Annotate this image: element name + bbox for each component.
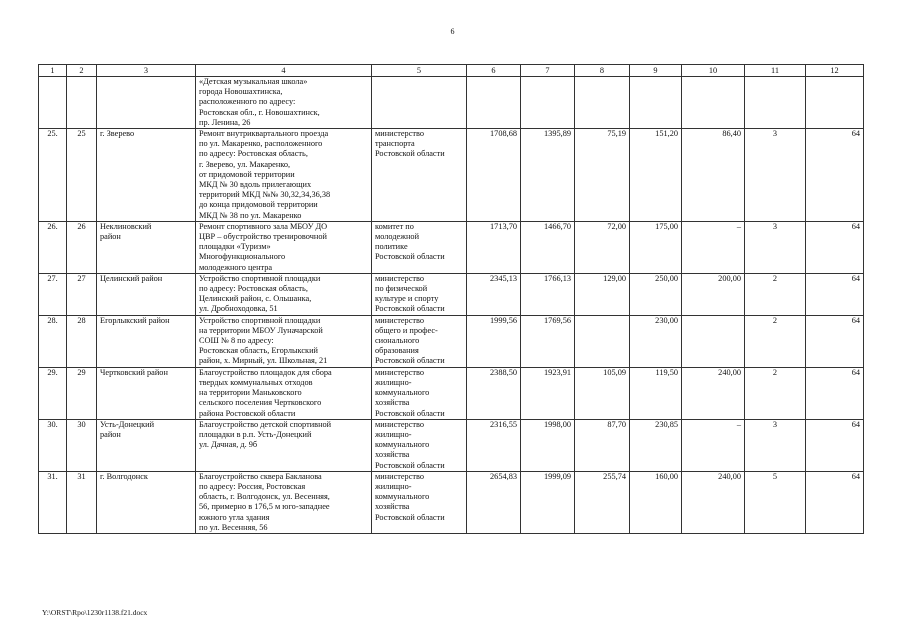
row-index-cell	[39, 77, 67, 129]
project-description-line: ул. Дробноходовка, 51	[199, 304, 278, 314]
row-number-cell: 30	[67, 419, 97, 471]
project-description-line: область, г. Волгодонск, ул. Весенняя,	[199, 492, 330, 502]
row-index-cell: 29.	[39, 367, 67, 419]
project-description-line: южного угла здания	[199, 512, 270, 522]
program-code-cell: 64	[806, 129, 864, 222]
responsible-body-line: хозяйства	[375, 398, 410, 408]
project-description-line: города Новошахтинска,	[199, 87, 283, 97]
row-index-cell: 26.	[39, 221, 67, 273]
project-description-line: площадки «Туризм»	[199, 242, 271, 252]
priority-cell: 3	[745, 221, 806, 273]
responsible-body-line: культуре и спорту	[375, 294, 439, 304]
responsible-body-line: коммунального	[375, 388, 430, 398]
row-number-cell: 28	[67, 315, 97, 367]
municipality-cell	[97, 273, 196, 315]
priority-cell: 5	[745, 471, 806, 533]
local-budget-cell	[575, 77, 630, 129]
header-col-9: 9	[630, 65, 682, 77]
responsible-body-cell	[372, 315, 467, 367]
header-col-11: 11	[745, 65, 806, 77]
extra-funds-cell	[630, 77, 682, 129]
project-description-line: по ул. Весенняя, 56	[199, 522, 268, 532]
municipality-cell	[97, 129, 196, 222]
project-description-line: сельского поселения Чертковского	[199, 398, 322, 408]
responsible-body-line: образования	[375, 346, 419, 356]
project-description-line: Ремонт внутриквартального проезда	[199, 129, 329, 139]
extra-funds-cell: 230,00	[630, 315, 682, 367]
municipality-line: район	[100, 429, 121, 439]
table-row	[39, 221, 864, 273]
responsible-body-line: министерство	[375, 315, 425, 325]
row-index-cell: 28.	[39, 315, 67, 367]
regional-budget-cell	[521, 77, 575, 129]
project-description-line: Благоустройство сквера Бакланова	[199, 471, 322, 481]
local-budget-cell: 72,00	[575, 221, 630, 273]
header-col-1: 1	[39, 65, 67, 77]
municipality-line: Егорлыкский район	[100, 315, 170, 325]
regional-budget-cell: 1466,70	[521, 221, 575, 273]
project-description-line: по адресу: Ростовская область,	[199, 284, 308, 294]
total-amount-cell: 2316,55	[467, 419, 521, 471]
table-row	[39, 273, 864, 315]
project-description-cell	[196, 419, 372, 471]
extra-funds-cell: 151,20	[630, 129, 682, 222]
municipality-cell	[97, 315, 196, 367]
local-budget-cell: 87,70	[575, 419, 630, 471]
municipality-cell	[97, 367, 196, 419]
program-code-cell: 64	[806, 273, 864, 315]
project-description-line: Ростовская обл., г. Новошахтинск,	[199, 107, 320, 117]
responsible-body-cell	[372, 419, 467, 471]
responsible-body-line: Ростовской области	[375, 252, 445, 262]
program-code-cell	[806, 77, 864, 129]
project-description-line: по адресу: Ростовская область,	[199, 149, 308, 159]
project-description-cell	[196, 315, 372, 367]
project-description-line: по ул. Макаренко, расположенного	[199, 139, 323, 149]
project-description-line: Целинский район, с. Ольшанка,	[199, 294, 312, 304]
project-description-line: пр. Ленина, 26	[199, 117, 251, 127]
project-description-line: по адресу: Россия, Ростовская	[199, 481, 306, 491]
page-number: 6	[450, 27, 455, 36]
municipality-line: Усть-Донецкий	[100, 419, 155, 429]
responsible-body-line: министерство	[375, 419, 425, 429]
project-description-line: «Детская музыкальная школа»	[199, 77, 308, 86]
regional-budget-cell: 1999,09	[521, 471, 575, 533]
other-funds-cell: –	[682, 221, 745, 273]
project-description-line: на территории МБОУ Луначарской	[199, 325, 323, 335]
regional-budget-cell: 1769,56	[521, 315, 575, 367]
responsible-body-line: хозяйства	[375, 450, 410, 460]
total-amount-cell: 2388,50	[467, 367, 521, 419]
other-funds-cell	[682, 315, 745, 367]
header-col-12: 12	[806, 65, 864, 77]
total-amount-cell: 2654,83	[467, 471, 521, 533]
total-amount-cell: 1999,56	[467, 315, 521, 367]
total-amount-cell: 2345,13	[467, 273, 521, 315]
project-description-line: район, х. Мирный, ул. Школьная, 21	[199, 356, 328, 366]
row-index-cell: 27.	[39, 273, 67, 315]
municipality-line: Неклиновский	[100, 221, 152, 231]
responsible-body-cell	[372, 129, 467, 222]
header-col-4: 4	[196, 65, 372, 77]
local-budget-cell: 255,74	[575, 471, 630, 533]
row-number-cell: 27	[67, 273, 97, 315]
priority-cell: 3	[745, 129, 806, 222]
program-table	[38, 64, 864, 534]
local-budget-cell: 129,00	[575, 273, 630, 315]
project-description-line: ЦВР – обустройство тренировочной	[199, 232, 327, 242]
responsible-body-cell	[372, 471, 467, 533]
responsible-body-line: министерство	[375, 367, 425, 377]
extra-funds-cell: 250,00	[630, 273, 682, 315]
responsible-body-cell	[372, 77, 467, 129]
project-description-cell	[196, 471, 372, 533]
footer-file-path: Y:\ORST\Rpo\1230r1138.f21.docx	[42, 608, 148, 617]
responsible-body-line: транспорта	[375, 139, 415, 149]
project-description-line: г. Зверево, ул. Макаренко,	[199, 159, 291, 169]
responsible-body-line: общего и профес-	[375, 325, 438, 335]
project-description-line: территорий МКД №№ 30,32,34,36,38	[199, 190, 331, 200]
program-code-cell: 64	[806, 367, 864, 419]
project-description-line: Благоустройство площадок для сбора	[199, 367, 332, 377]
row-number-cell: 29	[67, 367, 97, 419]
priority-cell: 2	[745, 367, 806, 419]
project-description-line: Ремонт спортивного зала МБОУ ДО	[199, 221, 328, 231]
table-row	[39, 315, 864, 367]
project-description-line: 56, примерно в 176,5 м юго-западнее	[199, 502, 330, 512]
project-description-line: МКД № 30 вдоль прилегающих	[199, 180, 312, 190]
municipality-line: г. Зверево	[100, 129, 135, 139]
other-funds-cell: 200,00	[682, 273, 745, 315]
table-header	[39, 65, 864, 77]
local-budget-cell	[575, 315, 630, 367]
project-description-cell	[196, 367, 372, 419]
responsible-body-line: комитет по	[375, 221, 414, 231]
project-description-line: площадки в р.п. Усть-Донецкий	[199, 429, 312, 439]
project-description-cell	[196, 273, 372, 315]
program-code-cell: 64	[806, 471, 864, 533]
responsible-body-line: Ростовской области	[375, 460, 445, 470]
responsible-body-cell	[372, 367, 467, 419]
responsible-body-line: по физической	[375, 284, 428, 294]
responsible-body-line: министерство	[375, 273, 425, 283]
project-description-line: расположенного по адресу:	[199, 97, 296, 107]
row-index-cell: 30.	[39, 419, 67, 471]
other-funds-cell: –	[682, 419, 745, 471]
total-amount-cell: 1713,70	[467, 221, 521, 273]
project-description-line: СОШ № 8 по адресу:	[199, 336, 274, 346]
table-row	[39, 129, 864, 222]
header-col-3: 3	[97, 65, 196, 77]
responsible-body-line: коммунального	[375, 492, 430, 502]
project-description-cell	[196, 129, 372, 222]
extra-funds-cell: 160,00	[630, 471, 682, 533]
municipality-line: г. Волгодонск	[100, 471, 148, 481]
other-funds-cell	[682, 77, 745, 129]
municipality-cell	[97, 419, 196, 471]
responsible-body-line: Ростовской области	[375, 356, 445, 366]
header-col-8: 8	[575, 65, 630, 77]
priority-cell: 2	[745, 315, 806, 367]
responsible-body-cell	[372, 273, 467, 315]
municipality-cell	[97, 221, 196, 273]
responsible-body-line: министерство	[375, 129, 425, 139]
responsible-body-line: жилищно-	[375, 429, 412, 439]
local-budget-cell: 75,19	[575, 129, 630, 222]
regional-budget-cell: 1766,13	[521, 273, 575, 315]
project-description-line: МКД № 38 по ул. Макаренко	[199, 210, 302, 220]
municipality-line: Чертковский район	[100, 367, 168, 377]
responsible-body-line: молодежной	[375, 232, 420, 242]
project-description-line: твердых коммунальных отходов	[199, 377, 313, 387]
project-description-line: до конца придомовой территории	[199, 200, 318, 210]
priority-cell	[745, 77, 806, 129]
program-code-cell: 64	[806, 221, 864, 273]
responsible-body-line: сионального	[375, 336, 420, 346]
local-budget-cell: 105,09	[575, 367, 630, 419]
header-col-2: 2	[67, 65, 97, 77]
project-description-cell	[196, 221, 372, 273]
other-funds-cell: 240,00	[682, 471, 745, 533]
project-description-line: на территории Маньковского	[199, 388, 302, 398]
responsible-body-line: хозяйства	[375, 502, 410, 512]
table-row	[39, 367, 864, 419]
project-description-line: от придомовой территории	[199, 169, 295, 179]
project-description-line: Благоустройство детской спортивной	[199, 419, 332, 429]
regional-budget-cell: 1923,91	[521, 367, 575, 419]
header-col-6: 6	[467, 65, 521, 77]
other-funds-cell: 240,00	[682, 367, 745, 419]
header-col-5: 5	[372, 65, 467, 77]
project-description-line: Устройство спортивной площадки	[199, 273, 321, 283]
municipality-cell	[97, 471, 196, 533]
project-description-line: Многофункционального	[199, 252, 286, 262]
responsible-body-line: министерство	[375, 471, 425, 481]
extra-funds-cell: 175,00	[630, 221, 682, 273]
responsible-body-line: политике	[375, 242, 408, 252]
municipality-line: район	[100, 232, 121, 242]
regional-budget-cell: 1395,89	[521, 129, 575, 222]
other-funds-cell: 86,40	[682, 129, 745, 222]
total-amount-cell	[467, 77, 521, 129]
row-number-cell: 26	[67, 221, 97, 273]
project-description-line: Устройство спортивной площадки	[199, 315, 321, 325]
row-index-cell: 31.	[39, 471, 67, 533]
program-code-cell: 64	[806, 315, 864, 367]
project-description-line: района Ростовской области	[199, 408, 296, 418]
responsible-body-line: Ростовской области	[375, 149, 445, 159]
program-code-cell: 64	[806, 419, 864, 471]
project-description-line: ул. Дачная, д. 9б	[199, 440, 258, 450]
row-index-cell: 25.	[39, 129, 67, 222]
extra-funds-cell: 230,85	[630, 419, 682, 471]
row-number-cell: 31	[67, 471, 97, 533]
table-body	[39, 77, 864, 534]
municipality-line: Целинский район	[100, 273, 163, 283]
responsible-body-line: жилищно-	[375, 377, 412, 387]
responsible-body-line: коммунального	[375, 440, 430, 450]
table-row	[39, 419, 864, 471]
row-number-cell: 25	[67, 129, 97, 222]
row-number-cell	[67, 77, 97, 129]
responsible-body-line: Ростовской области	[375, 512, 445, 522]
header-col-10: 10	[682, 65, 745, 77]
regional-budget-cell: 1998,00	[521, 419, 575, 471]
table-row	[39, 471, 864, 533]
total-amount-cell: 1708,68	[467, 129, 521, 222]
priority-cell: 2	[745, 273, 806, 315]
header-col-7: 7	[521, 65, 575, 77]
municipality-cell	[97, 77, 196, 129]
responsible-body-line: жилищно-	[375, 481, 412, 491]
project-description-cell	[196, 77, 372, 129]
project-description-line: молодежного центра	[199, 262, 273, 272]
priority-cell: 3	[745, 419, 806, 471]
extra-funds-cell: 119,50	[630, 367, 682, 419]
project-description-line: Ростовская область, Егорлыкский	[199, 346, 318, 356]
responsible-body-line: Ростовской области	[375, 304, 445, 314]
table-row	[39, 77, 864, 129]
responsible-body-cell	[372, 221, 467, 273]
responsible-body-line: Ростовской области	[375, 408, 445, 418]
